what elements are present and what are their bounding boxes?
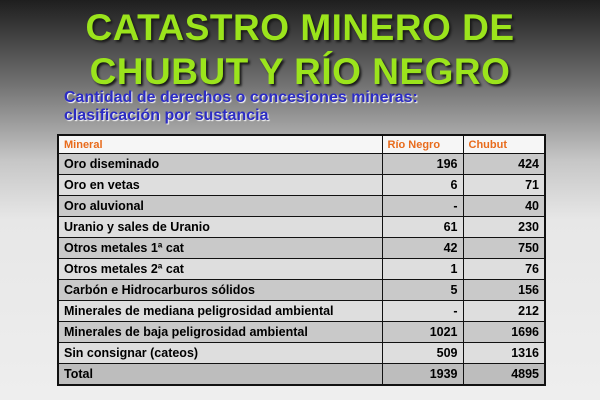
cell-mineral: Oro en vetas <box>58 175 382 196</box>
slide-subtitle <box>64 89 584 125</box>
total-rio-negro: 1939 <box>382 364 463 386</box>
table-row <box>58 322 545 343</box>
table-row <box>58 259 545 280</box>
cell-rio-negro: 1 <box>382 259 463 280</box>
table-header-row <box>58 135 545 154</box>
cell-chubut: 76 <box>463 259 545 280</box>
table-row <box>58 343 545 364</box>
cell-chubut: 71 <box>463 175 545 196</box>
cell-mineral: Uranio y sales de Uranio <box>58 217 382 238</box>
subtitle-line-1: Cantidad de derechos o concesiones mineras: <box>64 89 418 106</box>
total-chubut: 4895 <box>463 364 545 386</box>
cell-rio-negro: 6 <box>382 175 463 196</box>
cell-rio-negro: 1021 <box>382 322 463 343</box>
cell-chubut: 212 <box>463 301 545 322</box>
cell-chubut: 424 <box>463 154 545 175</box>
cell-mineral: Oro aluvional <box>58 196 382 217</box>
table-row <box>58 154 545 175</box>
table-row <box>58 301 545 322</box>
header-rio-negro: Río Negro <box>382 135 463 154</box>
cell-rio-negro: - <box>382 301 463 322</box>
header-chubut: Chubut <box>463 135 545 154</box>
cell-mineral: Carbón e Hidrocarburos sólidos <box>58 280 382 301</box>
table-row <box>58 196 545 217</box>
cell-chubut: 230 <box>463 217 545 238</box>
table-row <box>58 175 545 196</box>
cell-rio-negro: 509 <box>382 343 463 364</box>
cell-mineral: Oro diseminado <box>58 154 382 175</box>
cell-chubut: 750 <box>463 238 545 259</box>
cell-mineral: Otros metales 2ª cat <box>58 259 382 280</box>
total-label: Total <box>58 364 382 386</box>
cell-rio-negro: 61 <box>382 217 463 238</box>
cell-mineral: Sin consignar (cateos) <box>58 343 382 364</box>
slide-title <box>0 6 600 94</box>
table-row <box>58 217 545 238</box>
cell-mineral: Minerales de baja peligrosidad ambiental <box>58 322 382 343</box>
cell-rio-negro: 196 <box>382 154 463 175</box>
table-row <box>58 280 545 301</box>
cell-mineral: Otros metales 1ª cat <box>58 238 382 259</box>
table-row <box>58 238 545 259</box>
mineral-table <box>57 134 546 386</box>
title-line-2: CHUBUT Y RÍO NEGRO <box>89 51 511 92</box>
subtitle-line-2: clasificación por sustancia <box>64 107 269 124</box>
cell-chubut: 1316 <box>463 343 545 364</box>
title-line-1: CATASTRO MINERO DE <box>85 7 515 48</box>
cell-chubut: 156 <box>463 280 545 301</box>
cell-rio-negro: 5 <box>382 280 463 301</box>
cell-mineral: Minerales de mediana peligrosidad ambiental <box>58 301 382 322</box>
cell-chubut: 1696 <box>463 322 545 343</box>
cell-chubut: 40 <box>463 196 545 217</box>
cell-rio-negro: - <box>382 196 463 217</box>
cell-rio-negro: 42 <box>382 238 463 259</box>
table-total-row <box>58 364 545 386</box>
header-mineral: Mineral <box>58 135 382 154</box>
